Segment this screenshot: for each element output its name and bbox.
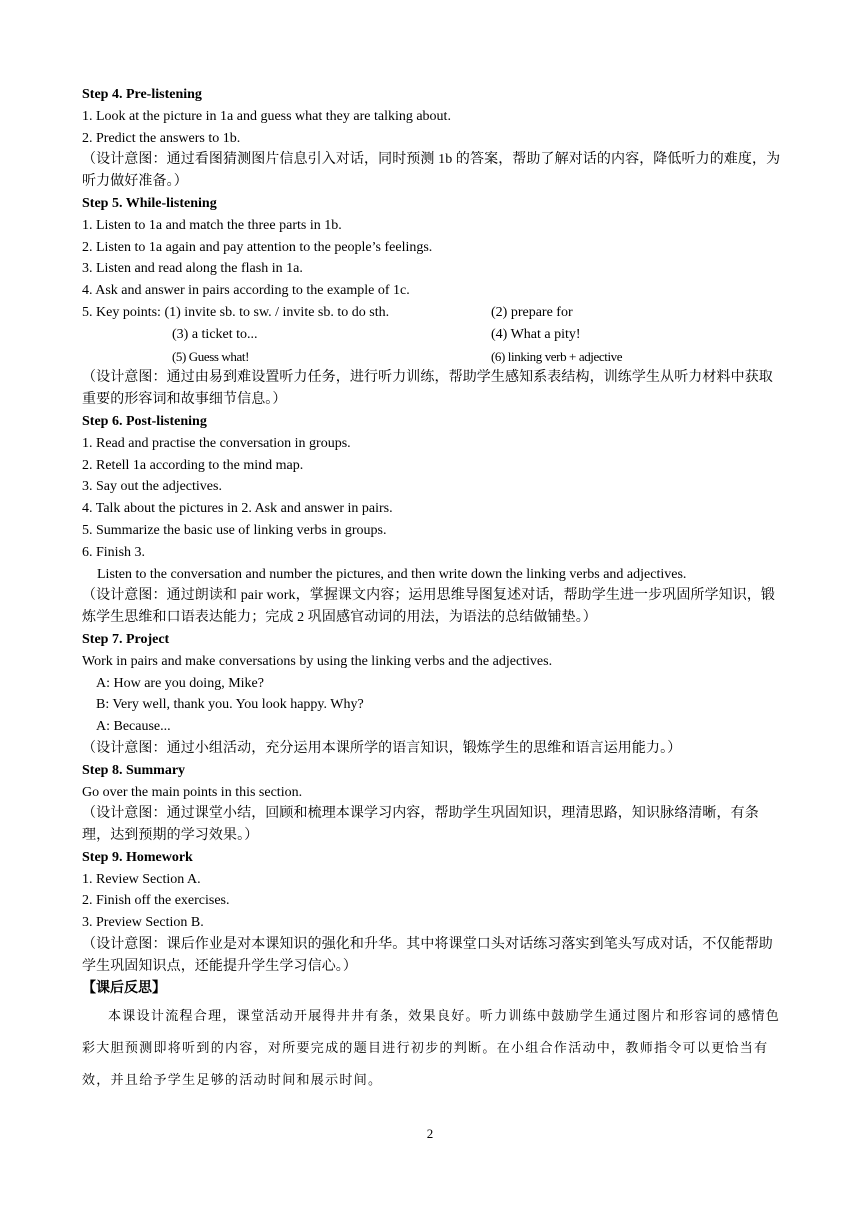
step4-item-2: 2. Predict the answers to 1b. — [82, 130, 241, 146]
key-point-4: (4) What a pity! — [491, 326, 581, 342]
step5-item-4: 4. Ask and answer in pairs according to the example of 1c. — [82, 283, 410, 299]
step6-item-2: 2. Retell 1a according to the mind map. — [82, 457, 304, 473]
step8-design-note: （设计意图：通过课堂小结，回顾和梳理本课学习内容，帮助学生巩固知识，理清思路，知识脉络清晰，有条理，达到预期的学习效果。） — [82, 806, 759, 844]
step6-design-note: （设计意图：通过朗读和 pair work，掌握课文内容；运用思维导图复述对话，帮助学生进一步巩固所学知识，锻炼学生思维和口语表达能力；完成 2 巩固感官动词的用法，为语法的总结做铺垫。） — [82, 588, 776, 626]
step5-item-1: 1. Listen to 1a and match the three parts in 1b. — [82, 217, 342, 233]
step6-item-4: 4. Talk about the pictures in 2. Ask and answer in pairs. — [82, 501, 393, 517]
step6-heading: Step 6. Post-listening — [82, 413, 207, 429]
key-point-6: (6) linking verb + adjective — [491, 348, 623, 364]
step6-item-1: 1. Read and practise the conversation in groups. — [82, 435, 351, 451]
step4-heading: Step 4. Pre-listening — [82, 87, 202, 102]
dialogue-line-2: B: Very well, thank you. You look happy. Why? — [96, 697, 364, 713]
key-point-1: (1) invite sb. to sw. / invite sb. to do sth. — [164, 304, 390, 320]
key-point-5: (5) Guess what! — [172, 348, 250, 364]
reflection-title: 【课后反思】 — [82, 979, 166, 996]
key-points-row-3 — [82, 346, 782, 368]
step8-heading: Step 8. Summary — [82, 762, 186, 778]
step5-heading: Step 5. While-listening — [82, 195, 217, 211]
key-point-3: (3) a ticket to... — [172, 326, 258, 342]
step8-text: Go over the main points in this section. — [82, 784, 303, 800]
page-number: 2 — [426, 1126, 434, 1141]
document-page — [82, 84, 782, 1097]
step6-item-6: 6. Finish 3. — [82, 544, 146, 560]
step4-design-note: （设计意图：通过看图猜测图片信息引入对话，同时预测 1b 的答案，帮助了解对话的内容，降低听力的难度，为听力做好准备。） — [82, 152, 781, 190]
step6-item-5: 5. Summarize the basic use of linking verbs in groups. — [82, 522, 387, 538]
dialogue-line-3: A: Because... — [96, 719, 171, 735]
reflection-text: 本课设计流程合理，课堂活动开展得井井有条，效果良好。听力训练中鼓励学生通过图片和形容词的感情色彩大胆预测即将听到的内容，对所要完成的题目进行初步的判断。在小组合作活动中，教师指令可以更恰当有效，并且给予学生足够的活动时间和展示时间。 — [82, 1009, 781, 1089]
step9-item-1: 1. Review Section A. — [82, 871, 201, 887]
step7-intro: Work in pairs and make conversations by using the linking verbs and the adjectives. — [82, 653, 553, 669]
step9-item-3: 3. Preview Section B. — [82, 915, 204, 931]
step5-item-2: 2. Listen to 1a again and pay attention to the people’s feelings. — [82, 239, 433, 255]
step5-item-3: 3. Listen and read along the flash in 1a. — [82, 261, 303, 277]
dialogue-line-1: A: How are you doing, Mike? — [96, 675, 264, 691]
step5-design-note: （设计意图：通过由易到难设置听力任务，进行听力训练，帮助学生感知系表结构，训练学生从听力材料中获取重要的形容词和故事细节信息。） — [82, 370, 773, 408]
step9-design-note: （设计意图：课后作业是对本课知识的强化和升华。其中将课堂口头对话练习落实到笔头写成对话，不仅能帮助学生巩固知识点，还能提升学生学习信心。） — [82, 937, 773, 974]
key-points-row-2 — [82, 324, 782, 346]
key-point-2: (2) prepare for — [491, 304, 573, 320]
step6-sub-item: Listen to the conversation and number the pictures, and then write down the linking verbs and adjectives. — [97, 566, 687, 582]
key-points-row-1 — [82, 302, 782, 324]
key-points-label: 5. Key points: — [82, 304, 165, 320]
step9-item-2: 2. Finish off the exercises. — [82, 893, 230, 909]
step9-heading: Step 9. Homework — [82, 849, 193, 865]
step6-item-3: 3. Say out the adjectives. — [82, 479, 222, 495]
step4-item-1: 1. Look at the picture in 1a and guess what they are talking about. — [82, 108, 451, 124]
step7-design-note: （设计意图：通过小组活动，充分运用本课所学的语言知识，锻炼学生的思维和语言运用能力。） — [82, 740, 682, 756]
step7-heading: Step 7. Project — [82, 631, 170, 647]
